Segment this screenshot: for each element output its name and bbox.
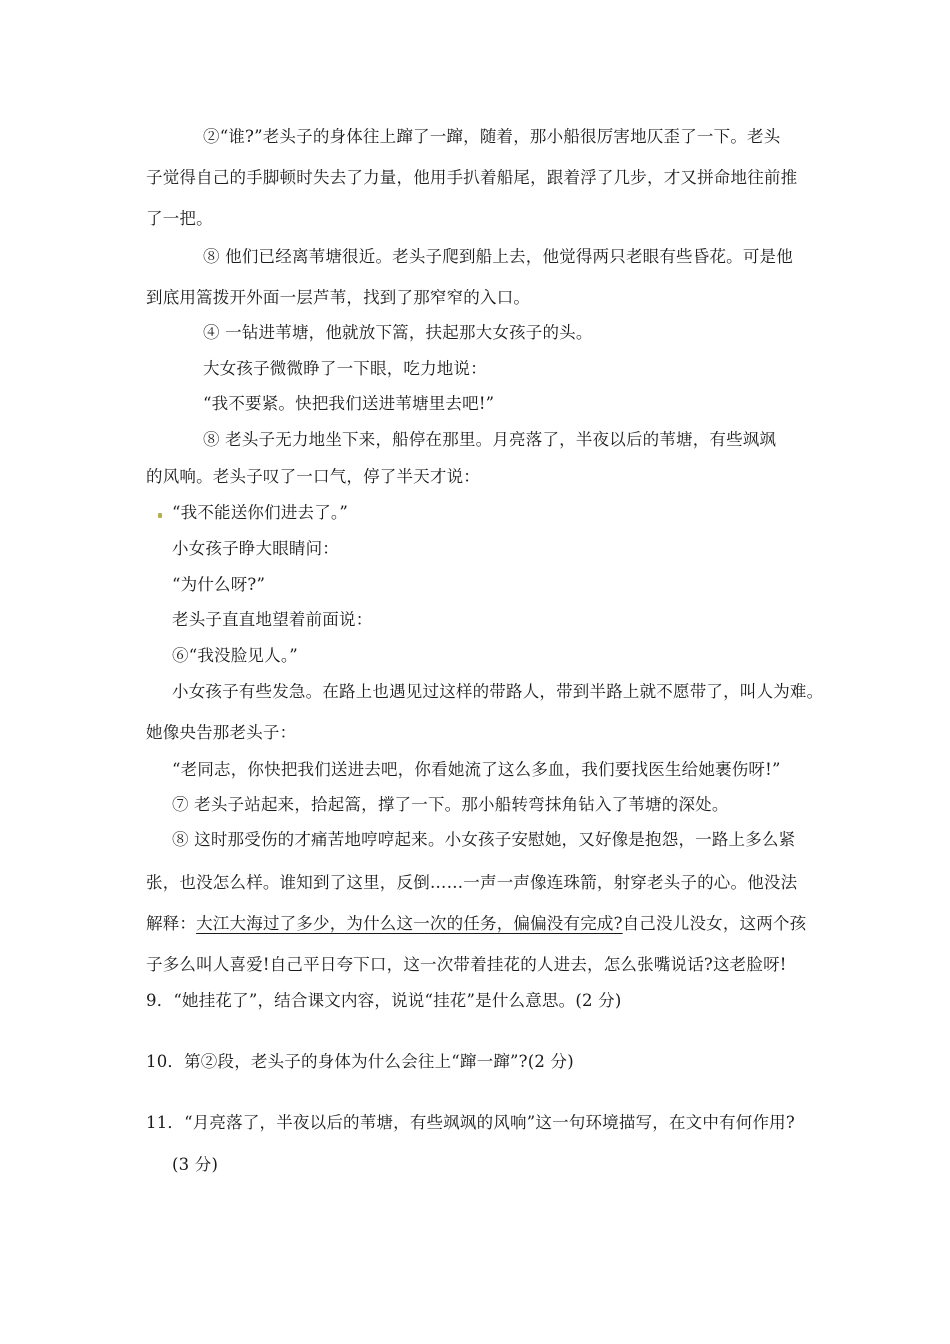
passage-line: ④ 一钻进苇塘，他就放下篙，扶起那大女孩子的头。	[203, 323, 593, 342]
passage-line: ②“谁?”老头子的身体往上蹿了一蹿，随着，那小船很厉害地仄歪了一下。老头	[203, 127, 781, 146]
question-9: 9．“她挂花了”，结合课文内容，说说“挂花”是什么意思。(2 分)	[146, 991, 622, 1010]
passage-line: 了一把。	[146, 209, 213, 228]
passage-line: ⑧ 老头子无力地坐下来，船停在那里。月亮落了，半夜以后的苇塘，有些飒飒	[203, 430, 777, 449]
question-10: 10．第②段，老头子的身体为什么会往上“蹿一蹿”?(2 分)	[146, 1052, 574, 1071]
passage-line: 小女孩子睁大眼睛问：	[172, 539, 339, 558]
passage-line	[146, 913, 806, 935]
passage-line: 子觉得自己的手脚顿时失去了力量，他用手扒着船尾，跟着浮了几步，才又拼命地往前推	[146, 168, 798, 187]
passage-line: “我不能送你们进去了。”	[172, 503, 349, 522]
passage-line: ⑦ 老头子站起来，拾起篙，撑了一下。那小船转弯抹角钻入了苇塘的深处。	[172, 795, 729, 814]
passage-line: 到底用篙拨开外面一层芦苇，找到了那窄窄的入口。	[146, 288, 531, 307]
passage-line: ⑥“我没脸见人。”	[172, 646, 298, 665]
question-11-points: (3 分)	[172, 1155, 219, 1174]
question-11: 11．“月亮落了，半夜以后的苇塘，有些飒飒的风响”这一句环境描写，在文中有何作用?	[146, 1113, 795, 1132]
passage-line: 的风响。老头子叹了一口气，停了半天才说：	[146, 467, 480, 486]
passage-line: ⑧ 他们已经离苇塘很近。老头子爬到船上去，他觉得两只老眼有些昏花。可是他	[203, 247, 793, 266]
passage-line: 小女孩子有些发急。在路上也遇见过这样的带路人，带到半路上就不愿带了，叫人为难。	[172, 682, 824, 701]
passage-line: ⑧ 这时那受伤的才痛苦地哼哼起来。小女孩子安慰她，又好像是抱怨，一路上多么紧	[172, 830, 796, 849]
passage-text: 自己没儿没女，这两个孩	[622, 914, 807, 933]
passage-line: 她像央告那老头子：	[146, 723, 297, 742]
passage-line: “老同志，你快把我们送进去吧，你看她流了这么多血，我们要找医生给她裹伤呀!”	[172, 760, 781, 779]
passage-line: 子多么叫人喜爱!自己平日夸下口，这一次带着挂花的人进去，怎么张嘴说话?这老脸呀!	[146, 955, 787, 974]
margin-mark	[158, 513, 162, 518]
underlined-sentence: 大江大海过了多少，为什么这一次的任务，偏偏没有完成?	[196, 914, 623, 933]
passage-line: “为什么呀?”	[172, 575, 266, 594]
passage-line: 大女孩子微微睁了一下眼，吃力地说：	[203, 359, 487, 378]
passage-line: 张，也没怎么样。谁知到了这里，反倒……一声一声像连珠箭，射穿老头子的心。他没法	[146, 873, 798, 892]
passage-line: “我不要紧。快把我们送进苇塘里去吧!”	[203, 394, 495, 413]
passage-line: 老头子直直地望着前面说：	[172, 610, 373, 629]
passage-text: 解释：	[146, 914, 197, 933]
